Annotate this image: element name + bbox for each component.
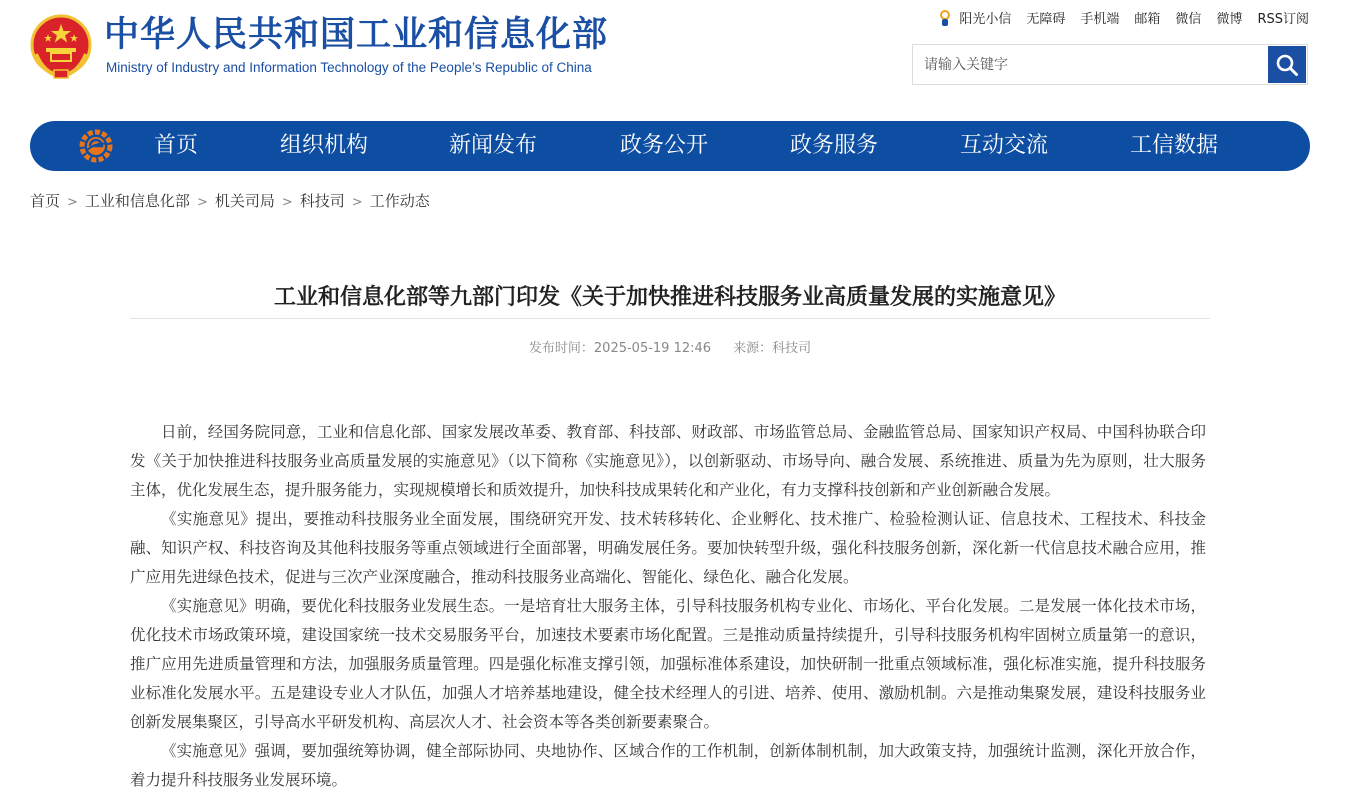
nav-item-data[interactable]: 工信数据: [1130, 133, 1219, 158]
search-input[interactable]: [913, 45, 1265, 84]
source-label: 来源：: [733, 341, 773, 356]
top-link-label: 阳光小信: [959, 12, 1012, 27]
nav-item-news[interactable]: 新闻发布: [449, 133, 538, 158]
breadcrumb-separator: >: [281, 195, 293, 210]
breadcrumb-tech-dept[interactable]: 科技司: [299, 192, 345, 210]
article-meta: [130, 337, 1210, 356]
nav-item-home[interactable]: 首页: [154, 133, 199, 158]
main-navigation: [30, 121, 1310, 171]
breadcrumb-departments[interactable]: 机关司局: [214, 192, 275, 210]
breadcrumb-separator: >: [196, 195, 208, 210]
nav-item-organization[interactable]: 组织机构: [280, 133, 369, 158]
article-title: 工业和信息化部等九部门印发《关于加快推进科技服务业高质量发展的实施意见》: [273, 284, 1066, 310]
top-link-wechat[interactable]: 微信: [1175, 12, 1202, 27]
article-paragraph: 《实施意见》强调，要加强统筹协调，健全部际协同、央地协作、区域合作的工作机制，创新体制机制，加大政策支持，加强统计监测，深化开放合作，着力提升科技服务业发展环境。: [130, 742, 1206, 789]
article-paragraph: 《实施意见》提出，要推动科技服务业全面发展，围绕研究开发、技术转移转化、企业孵化、技术推广、检验检测认证、信息技术、工程技术、科技金融、知识产权、科技咨询及其他科技服务等重点领域进行全面部署，明确发展任务。要加快转型升级，强化科技服务创新，深化新一代信息技术融合应用，推广应用先进绿色技术，促进与三次产业深度融合，推动科技服务业高端化、智能化、绿色化、融合化发展。: [130, 510, 1206, 586]
top-link-weibo[interactable]: 微博: [1216, 12, 1243, 27]
breadcrumb-separator: >: [67, 195, 78, 210]
site-title-cn[interactable]: 中华人民共和国工业和信息化部: [104, 15, 609, 55]
site-title-en[interactable]: Ministry of Industry and Information Technology of the People’s Republic of China: [106, 60, 592, 75]
nav-item-government-services[interactable]: 政务服务: [790, 133, 879, 158]
nav-item-government-affairs[interactable]: 政务公开: [620, 133, 709, 158]
site-header: [0, 0, 1347, 110]
search-icon: [1275, 53, 1299, 77]
source-value: 科技司: [772, 341, 812, 356]
breadcrumb-home[interactable]: 首页: [30, 192, 61, 210]
publish-date-label: 发布时间：: [528, 341, 594, 356]
breadcrumb-separator: >: [351, 195, 363, 210]
search-button[interactable]: [1268, 46, 1306, 83]
national-emblem-icon[interactable]: [30, 14, 92, 80]
publish-date: 2025-05-19 12:46: [593, 341, 712, 356]
top-link-mail[interactable]: 邮箱: [1134, 12, 1161, 27]
top-utility-links: [922, 8, 1309, 27]
top-link-rss[interactable]: RSS订阅: [1257, 12, 1309, 27]
miit-logo-icon[interactable]: [78, 128, 114, 164]
top-link-mobile[interactable]: 手机端: [1080, 12, 1120, 27]
search-box: [912, 44, 1308, 85]
breadcrumb: [30, 190, 430, 211]
article-paragraph: 《实施意见》明确，要优化科技服务业发展生态。一是培育壮大服务主体，引导科技服务机构专业化、市场化、平台化发展。二是发展一体化技术市场，优化技术市场政策环境，建设国家统一技术交易服务平台，加速技术要素市场化配置。三是推动质量持续提升，引导科技服务机构牢固树立质量第一的意识，推广应用先进质量管理和方法，加强服务质量管理。四是强化标准支撑引领，加强标准体系建设，加快研制一批重点领域标准，强化标准实施，提升科技服务业标准化发展水平。五是建设专业人才队伍，加强人才培养基地建设，健全技术经理人的引进、培养、使用、激励机制。六是推动集聚发展，建设科技服务业创新发展集聚区，引导高水平研发机构、高层次人才、社会资本等各类创新要素聚合。: [130, 597, 1206, 731]
article-body: [130, 418, 1206, 795]
breadcrumb-ministry[interactable]: 工业和信息化部: [84, 192, 190, 210]
breadcrumb-work-news[interactable]: 工作动态: [369, 192, 430, 210]
article-paragraph: 日前，经国务院同意，工业和信息化部、国家发展改革委、教育部、科技部、财政部、市场监管总局、金融监管总局、国家知识产权局、中国科协联合印发《关于加快推进科技服务业高质量发展的实施意见》（以下简称《实施意见》），以创新驱动、市场导向、融合发展、系统推进、质量为先为原则，壮大服务主体，优化发展生态，提升服务能力，实现规模增长和质效提升，加快科技成果转化和产业化，有力支撑科技创新和产业创新融合发展。: [130, 423, 1206, 499]
nav-item-interaction[interactable]: 互动交流: [960, 133, 1049, 158]
top-link-accessibility[interactable]: 无障碍: [1026, 12, 1066, 27]
top-link-sunshine[interactable]: [937, 8, 1011, 27]
title-divider: [130, 318, 1210, 319]
sun-mascot-icon: [937, 9, 953, 27]
